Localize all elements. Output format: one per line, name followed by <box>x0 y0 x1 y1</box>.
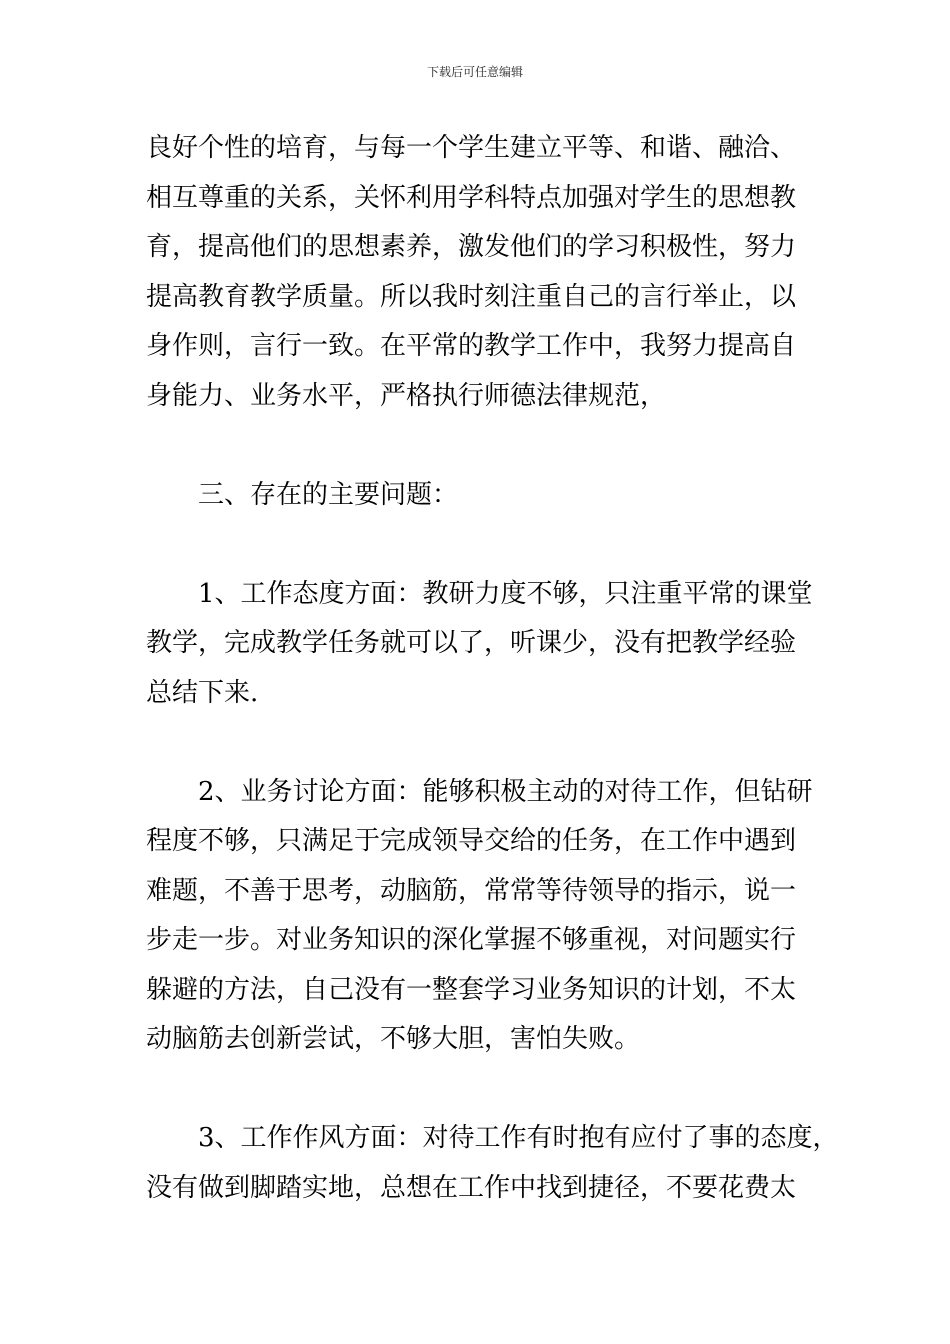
text-line: 育，提高他们的思想素养，激发他们的学习积极性，努力 <box>146 232 797 262</box>
text-line: 教学，完成教学任务就可以了，听课少，没有把教学经验 <box>146 628 797 658</box>
text-line: 相互尊重的关系，关怀利用学科特点加强对学生的思想教 <box>146 182 797 213</box>
paragraph-item-1 <box>146 570 826 719</box>
paragraph-spacer <box>146 718 826 768</box>
paragraph-item-2 <box>146 768 826 1065</box>
paragraph-spacer <box>146 520 826 570</box>
paragraph-spacer <box>146 1065 826 1115</box>
text-line: 身能力、业务水平，严格执行师德法律规范， <box>146 380 667 411</box>
text-line: 没有做到脚踏实地，总想在工作中找到捷径，不要花费太 <box>146 1172 797 1203</box>
paragraph-item-3 <box>146 1114 839 1213</box>
text-line: 身作则，言行一致。在平常的教学工作中，我努力提高自 <box>146 331 797 361</box>
section-heading: 三、存在的主要问题： <box>198 479 459 510</box>
text-line: 躲避的方法，自己没有一整套学习业务知识的计划，不太 <box>146 974 797 1005</box>
text-line: 良好个性的培育，与每一个学生建立平等、和谐、融洽、 <box>146 133 797 163</box>
header-note: 下载后可任意编辑 <box>426 65 523 79</box>
text-line: 总结下来. <box>146 677 259 708</box>
text-line: 动脑筋去创新尝试，不够大胆，害怕失败。 <box>146 1024 641 1054</box>
text-line: 提高教育教学质量。所以我时刻注重自己的言行举止，以 <box>146 281 797 312</box>
paragraph-spacer <box>146 421 826 471</box>
text-line: 3、工作作风方面：对待工作有时抱有应付了事的态度， <box>198 1123 839 1153</box>
text-line: 1、工作态度方面：教研力度不够，只注重平常的课堂 <box>198 578 813 609</box>
text-line: 2、业务讨论方面：能够积极主动的对待工作，但钻研 <box>198 776 813 807</box>
document-body <box>146 124 839 1213</box>
text-line: 程度不够，只满足于完成领导交给的任务，在工作中遇到 <box>146 826 797 856</box>
page-header <box>0 64 950 80</box>
text-line: 难题，不善于思考，动脑筋，常常等待领导的指示，说一 <box>146 875 797 906</box>
paragraph-1 <box>146 124 826 421</box>
section-heading-problems <box>146 471 826 521</box>
text-line: 步走一步。对业务知识的深化掌握不够重视，对问题实行 <box>146 925 797 955</box>
